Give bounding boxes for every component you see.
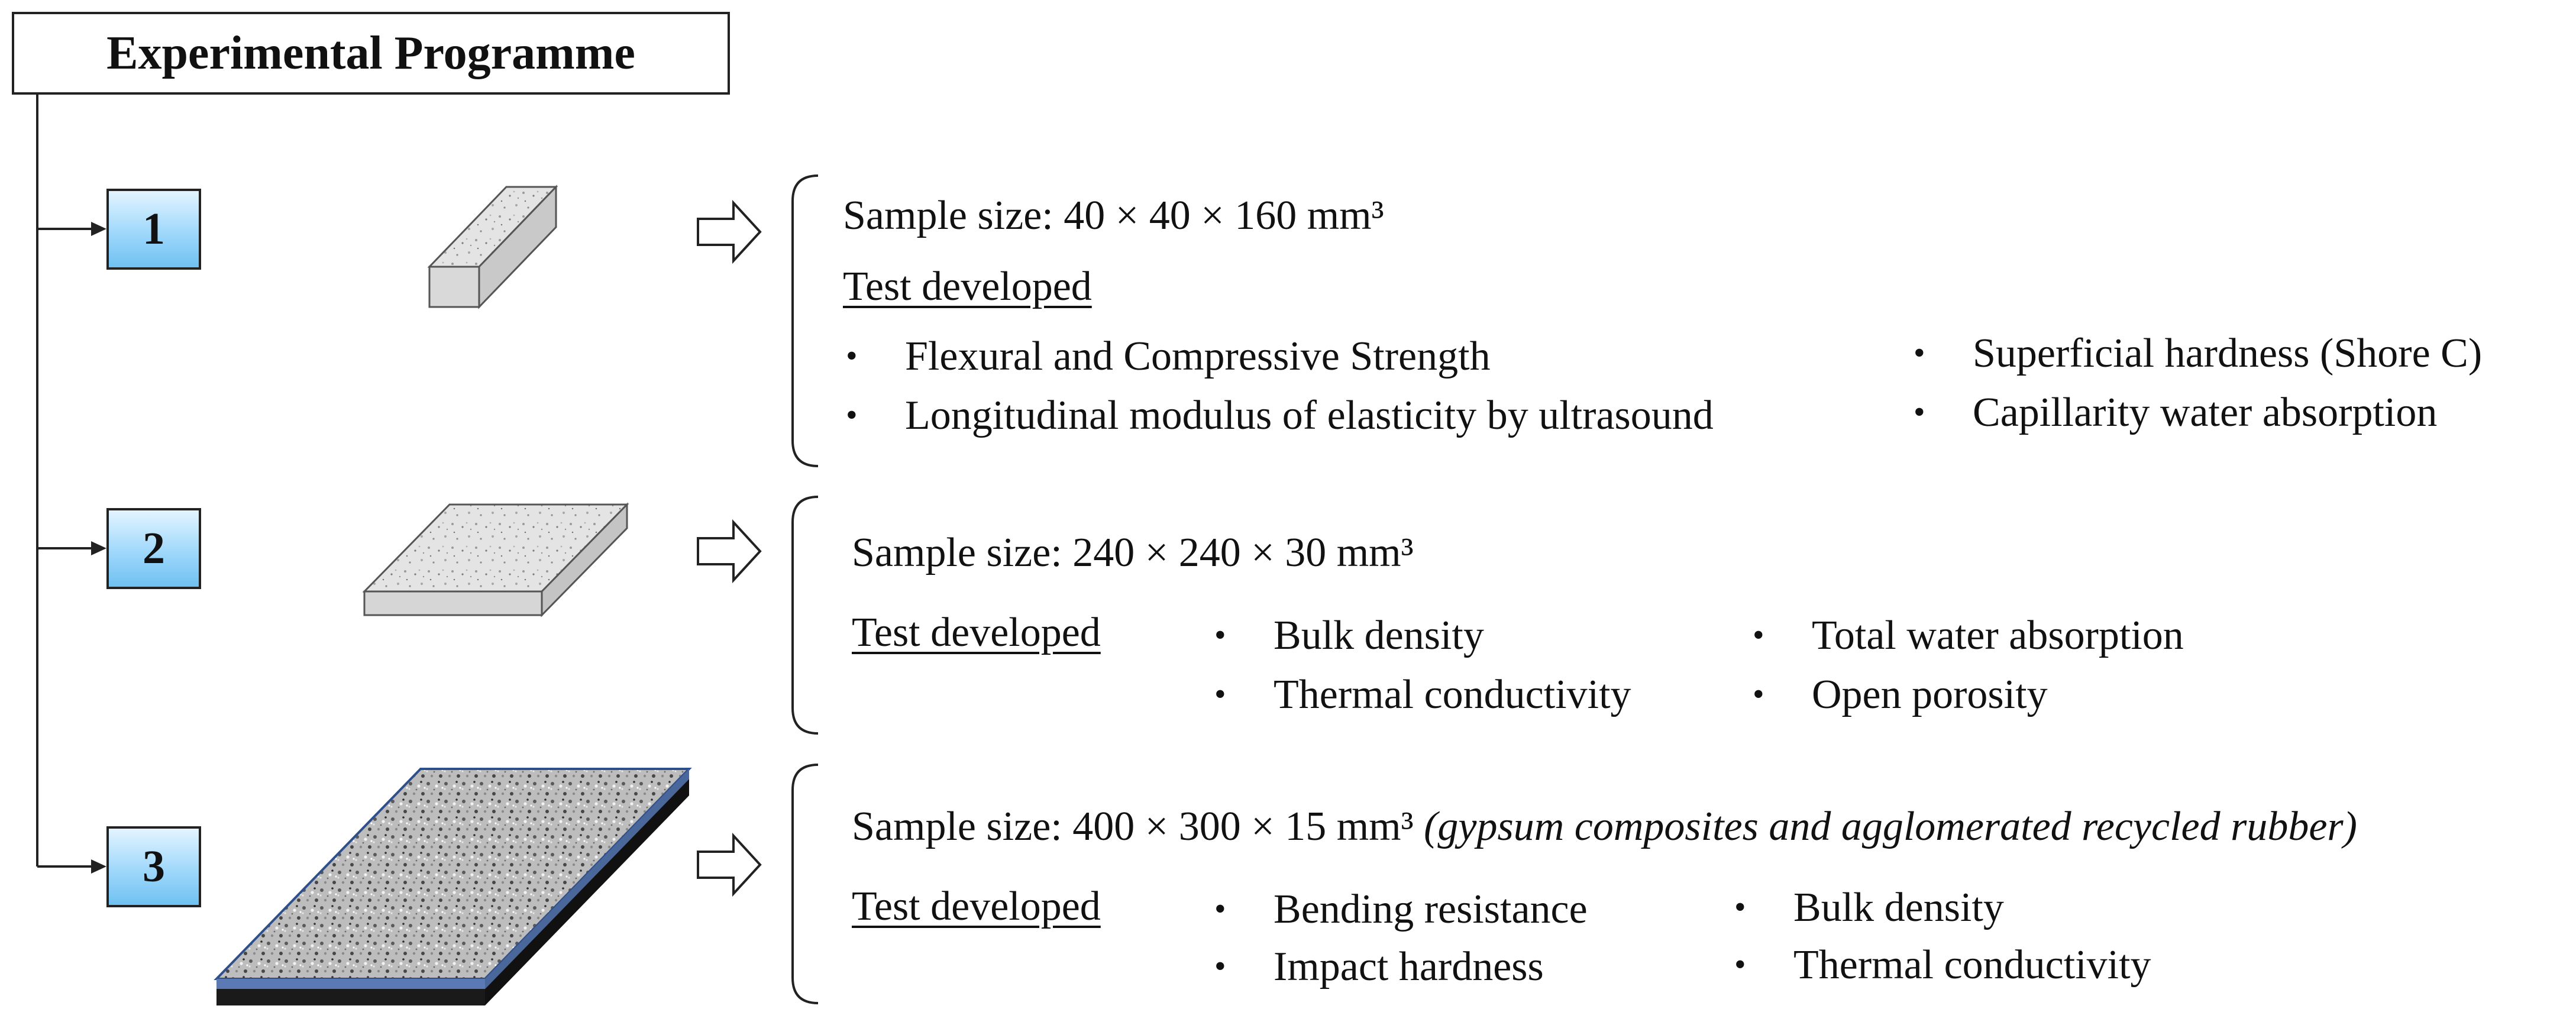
test-item: • Bulk density xyxy=(1793,887,2004,929)
step-number-3: 3 xyxy=(106,826,201,907)
sample-size-1: Sample size: 40 × 40 × 160 mm³ xyxy=(843,193,1384,238)
test-item: • Capillarity water absorption xyxy=(1973,392,2437,434)
test-developed-label-2: Test developed xyxy=(852,610,1101,655)
step-number-2: 2 xyxy=(106,508,201,589)
test-item: • Superficial hardness (Shore C) xyxy=(1973,333,2482,374)
test-item: • Bending resistance xyxy=(1274,889,1588,930)
prism-specimen-icon xyxy=(429,187,556,307)
test-item: • Longitudinal modulus of elasticity by ultrasound xyxy=(905,395,1714,436)
test-developed-label-1: Test developed xyxy=(843,264,1092,309)
test-item: • Bulk density xyxy=(1274,615,1484,657)
slab-specimen-icon xyxy=(364,505,627,615)
step-number-1: 1 xyxy=(106,189,201,270)
sample-size-3-value: Sample size: 400 × 300 × 15 mm³ xyxy=(852,804,1414,849)
connector-arrowheads xyxy=(91,222,106,874)
sample-size-2: Sample size: 240 × 240 × 30 mm³ xyxy=(852,530,1414,575)
test-item: • Open porosity xyxy=(1812,674,2048,716)
board-specimen-icon xyxy=(216,769,689,1005)
brackets xyxy=(793,176,818,1003)
connector-lines xyxy=(37,95,95,866)
hollow-right-arrow-icon xyxy=(698,203,760,894)
test-item: • Total water absorption xyxy=(1812,615,2184,657)
test-item: • Thermal conductivity xyxy=(1793,945,2151,986)
test-item: • Impact hardness xyxy=(1274,946,1544,988)
test-developed-label-3: Test developed xyxy=(852,884,1101,929)
sample-size-3-note: (gypsum composites and agglomerated recycled rubber) xyxy=(1424,804,2357,849)
test-item: • Flexural and Compressive Strength xyxy=(905,336,1491,377)
page-title: Experimental Programme xyxy=(12,12,730,95)
test-item: • Thermal conductivity xyxy=(1274,674,1631,716)
sample-size-3 xyxy=(852,806,2357,848)
